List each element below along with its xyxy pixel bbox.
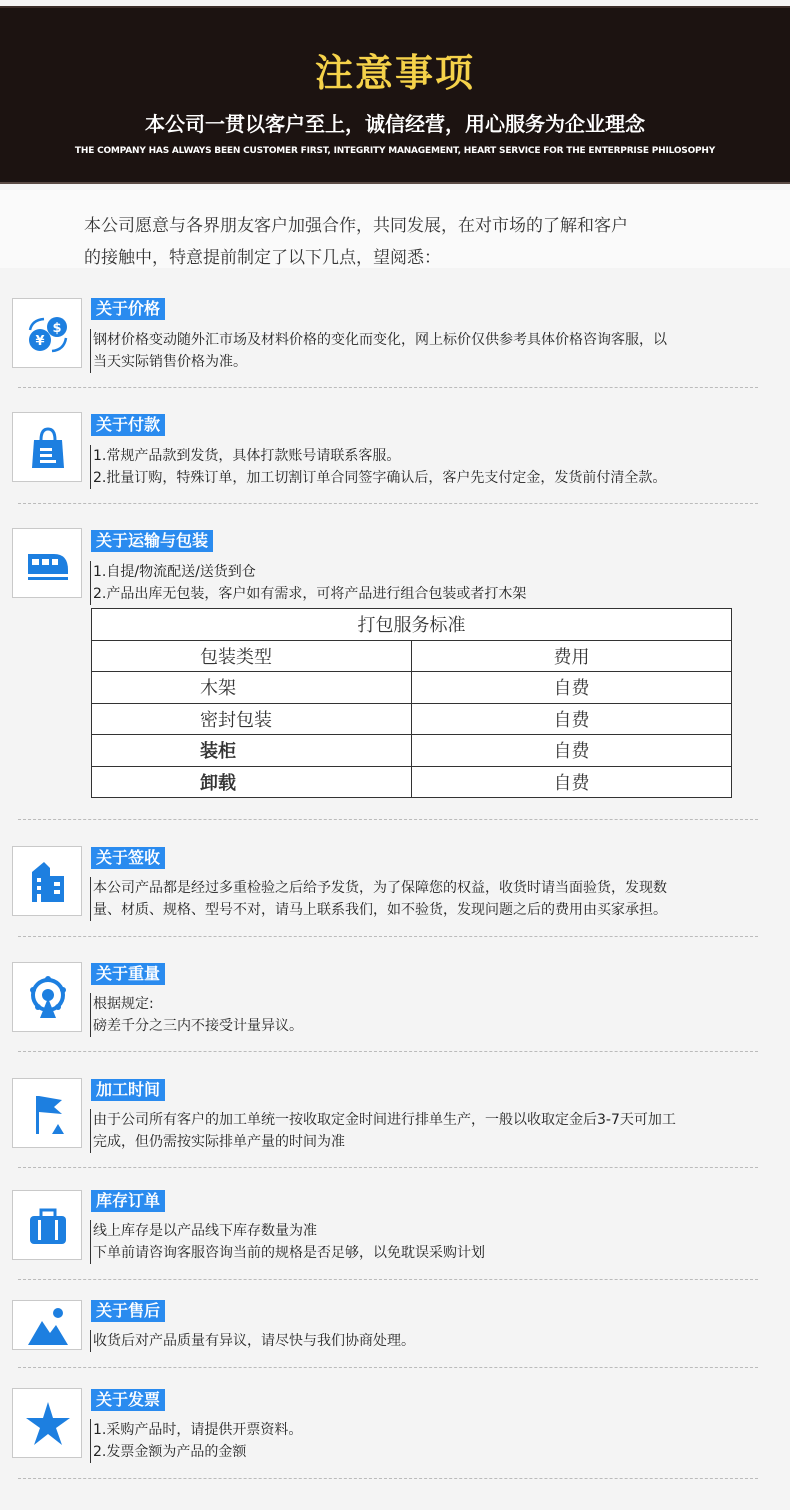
section-text xyxy=(90,1109,774,1153)
mountain-icon xyxy=(12,1300,82,1350)
page-subtitle: 本公司一贯以客户至上，诚信经营，用心服务为企业理念 xyxy=(145,112,645,136)
table-cell: 自费 xyxy=(412,766,732,798)
section-line: 2.发票金额为产品的金额 xyxy=(93,1444,247,1460)
svg-text:$: $ xyxy=(52,321,62,336)
divider xyxy=(18,1051,758,1052)
section-text xyxy=(90,1419,770,1463)
section-label: 关于价格 xyxy=(91,298,165,320)
table-header-cell: 费用 xyxy=(412,640,732,672)
table-header-row xyxy=(92,640,732,672)
divider xyxy=(18,503,758,504)
table-title-row xyxy=(92,609,732,641)
header-banner xyxy=(0,6,790,184)
section-line: 1.常规产品款到发货，具体打款账号请联系客服。 xyxy=(93,448,401,464)
table-title: 打包服务标准 xyxy=(92,609,732,641)
table-cell: 卸载 xyxy=(92,766,412,798)
section-text xyxy=(90,329,770,373)
divider xyxy=(18,1279,758,1280)
section-line: 钢材价格变动随外汇市场及材料价格的变化而变化，网上标价仅供参考具体价格咨询客服，以 xyxy=(93,332,667,348)
section-label: 关于发票 xyxy=(91,1389,165,1411)
section-line: 2.产品出库无包装，客户如有需求，可将产品进行组合包装或者打木架 xyxy=(93,586,527,602)
table-cell: 密封包装 xyxy=(92,703,412,735)
table-header-cell: 包装类型 xyxy=(92,640,412,672)
divider xyxy=(18,1478,758,1479)
section-label: 关于签收 xyxy=(91,847,165,869)
section-line: 当天实际销售价格为准。 xyxy=(93,354,247,370)
section-line: 收货后对产品质量有异议，请尽快与我们协商处理。 xyxy=(93,1333,415,1349)
train-icon xyxy=(12,528,82,598)
section-label: 关于售后 xyxy=(91,1300,165,1322)
divider xyxy=(18,936,758,937)
table-cell: 自费 xyxy=(412,703,732,735)
section-text xyxy=(90,445,770,489)
section-text xyxy=(90,1220,770,1264)
section-line: 线上库存是以产品线下库存数量为准 xyxy=(93,1223,317,1239)
starfish-icon xyxy=(12,1388,82,1458)
building-icon xyxy=(12,846,82,916)
currency-exchange-icon xyxy=(12,298,82,368)
section-line: 2.批量订购，特殊订单，加工切割订单合同签字确认后，客户先支付定金，发货前付清全款。 xyxy=(93,470,667,486)
section-label: 关于重量 xyxy=(91,963,165,985)
table-cell: 木架 xyxy=(92,672,412,704)
page-subtitle-english: THE COMPANY HAS ALWAYS BEEN CUSTOMER FIRST, INTEGRITY MANAGEMENT, HEART SERVICE FOR THE ENTERPRISE PHILOSOPHY xyxy=(74,146,716,156)
section-line: 由于公司所有客户的加工单统一按收取定金时间进行排单生产，一般以收取定金后3-7天可加工 xyxy=(93,1112,676,1128)
section-line: 量、材质、规格、型号不对，请马上联系我们，如不验货，发现问题之后的费用由买家承担。 xyxy=(93,902,667,918)
table-cell: 装柜 xyxy=(92,735,412,767)
section-label: 加工时间 xyxy=(91,1079,165,1101)
section-line: 1.自提/物流配送/送货到仓 xyxy=(93,564,256,580)
intro-line: 本公司愿意与各界朋友客户加强合作，共同发展，在对市场的了解和客户 xyxy=(84,216,628,236)
section-text xyxy=(90,993,770,1037)
section-line: 完成，但仍需按实际排单产量的时间为准 xyxy=(93,1134,345,1150)
table-row xyxy=(92,735,732,767)
flag-icon xyxy=(12,1078,82,1148)
section-line: 根据规定: xyxy=(93,996,154,1012)
intro-line: 的接触中，特意提前制定了以下几点，望阅悉： xyxy=(84,248,441,268)
section-text xyxy=(90,1330,770,1352)
section-line: 下单前请咨询客服咨询当前的规格是否足够，以免耽误采购计划 xyxy=(93,1245,485,1261)
table-cell: 自费 xyxy=(412,672,732,704)
section-label: 关于付款 xyxy=(91,414,165,436)
section-label: 关于运输与包装 xyxy=(91,530,213,552)
section-line: 本公司产品都是经过多重检验之后给予发货，为了保障您的权益，收货时请当面验货，发现数 xyxy=(93,880,667,896)
divider xyxy=(18,1167,758,1168)
section-line: 1.采购产品时，请提供开票资料。 xyxy=(93,1422,303,1438)
section-line: 磅差千分之三内不接受计量异议。 xyxy=(93,1018,303,1034)
packing-service-table xyxy=(91,608,732,798)
table-row xyxy=(92,672,732,704)
table-cell: 自费 xyxy=(412,735,732,767)
divider xyxy=(18,387,758,388)
ferris-wheel-icon xyxy=(12,962,82,1032)
section-label: 库存订单 xyxy=(91,1190,165,1212)
table-row xyxy=(92,766,732,798)
shopping-bag-icon xyxy=(12,412,82,482)
intro-text xyxy=(84,210,744,274)
table-row xyxy=(92,703,732,735)
section-text xyxy=(90,561,770,605)
divider xyxy=(18,1367,758,1368)
svg-text:¥: ¥ xyxy=(35,334,45,349)
divider xyxy=(18,819,758,820)
suitcase-icon xyxy=(12,1190,82,1260)
section-text xyxy=(90,877,774,921)
page-title: 注意事项 xyxy=(314,51,475,95)
